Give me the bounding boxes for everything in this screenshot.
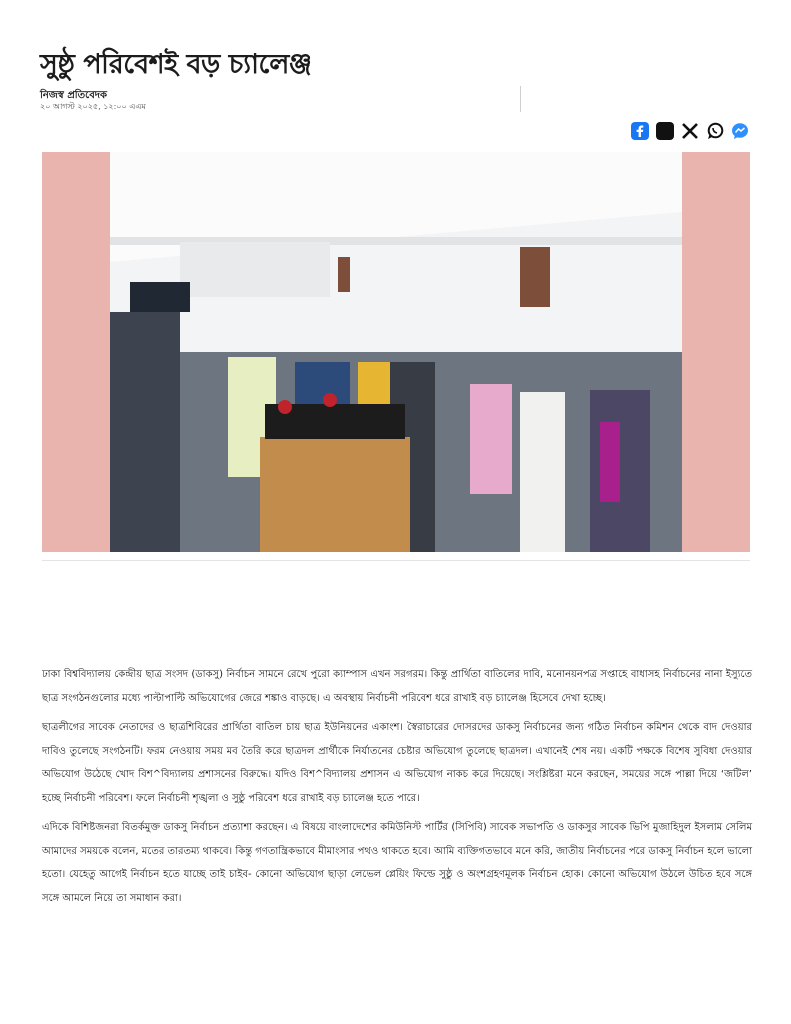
press-briefing-photo <box>110 152 682 552</box>
article-paragraph: ছাত্রলীগের সাবেক নেতাদের ও ছাত্রশিবিরের প্রার্থিতা বাতিল চায় ছাত্র ইউনিয়নের একাংশ। স্বৈরাচারের দোসরদের ডাকসু নির্বাচনের জন্য গঠিত নির্বাচন কমিশন থেকে বাদ দেওয়ার দাবিও তুলেছে সংগঠনটি। ফরম নেওয়ায় সময় মব তৈরি করে ছাত্রদল প্রার্থীকে নির্যাতনের চেষ্টার অভিযোগ তুলেছে ছাত্রদল। এখানেই শেষ নয়। একটি পক্ষকে বিশেষ সুবিধা দেওয়ার অভিযোগ উঠেছে খোদ বিশ^বিদ্যালয় প্রশাসনের বিরুদ্ধে। যদিও বিশ^বিদ্যালয় প্রশাসন এ অভিযোগ নাকচ করে দিয়েছে। সংশ্লিষ্টরা মনে করছেন, সময়ের সঙ্গে পাল্লা দিয়ে ‘জটিল’ হচ্ছে নির্বাচনী পরিবেশ। ফলে নির্বাচনী শৃঙ্খলা ও সুষ্ঠু পরিবেশ ধরে রাখাই বড় চ্যালেঞ্জ হতে পারে। <box>42 722 752 804</box>
messenger-icon[interactable] <box>730 121 749 140</box>
share-bar <box>630 121 749 140</box>
photo-separator <box>42 560 750 561</box>
byline[interactable]: নিজস্ব প্রতিবেদক <box>40 90 108 101</box>
whatsapp-icon[interactable] <box>705 121 724 140</box>
instagram-icon[interactable] <box>655 121 674 140</box>
article-photo <box>42 152 750 552</box>
article-body <box>42 663 752 916</box>
x-icon[interactable] <box>680 121 699 140</box>
article-headline: সুষ্ঠু পরিবেশই বড় চ্যালেঞ্জ <box>40 49 312 80</box>
dateline: ২০ আগস্ট ২০২৫, ১২:০০ এএম <box>40 102 146 111</box>
article-paragraph: এদিকে বিশিষ্টজনরা বিতর্কমুক্ত ডাকসু নির্বাচন প্রত্যাশা করছেন। এ বিষয়ে বাংলাদেশের কমিউনিস্ট পার্টির (সিপিবি) সাবেক সভাপতি ও ডাকসুর সাবেক ভিপি মুজাহিদুল ইসলাম সেলিম আমাদের সময়কে বলেন, মতের তারতম্য থাকবে। কিন্তু গণতান্ত্রিকভাবে মীমাংসার পথও থাকতে হবে। আমি ব্যক্তিগতভাবে মনে করি, জাতীয় নির্বাচনের পরে ডাকসু নির্বাচন হলে ভালো হতো। যেহেতু আগেই নির্বাচন হতে যাচ্ছে তাই চাইব- কোনো অভিযোগ ছাড়া লেভেল প্লেয়িং ফিল্ডে সুষ্ঠু ও অংশগ্রহণমূলক নির্বাচন হোক। কোনো অভিযোগ উঠলে উচিত হবে সঙ্গে সঙ্গে আমলে নিয়ে তা সমাধান করা। <box>42 822 752 904</box>
header-divider <box>520 86 521 112</box>
facebook-icon[interactable] <box>630 121 649 140</box>
article-paragraph: ঢাকা বিশ্ববিদ্যালয় কেন্দ্রীয় ছাত্র সংসদ (ডাকসু) নির্বাচন সামনে রেখে পুরো ক্যাম্পাস এখন সরগরম। কিন্তু প্রার্থিতা বাতিলের দাবি, মনোনয়নপত্র সপ্তাহে বাধাসহ নির্বাচনের নানা ইস্যুতে ছাত্র সংগঠনগুলোর মধ্যে পাল্টাপাল্টি অভিযোগের জেরে শঙ্কাও বাড়ছে। এ অবস্থায় নির্বাচনী পরিবেশ ধরে রাখাই বড় চ্যালেঞ্জ হিসেবে দেখা হচ্ছে। <box>42 669 752 704</box>
